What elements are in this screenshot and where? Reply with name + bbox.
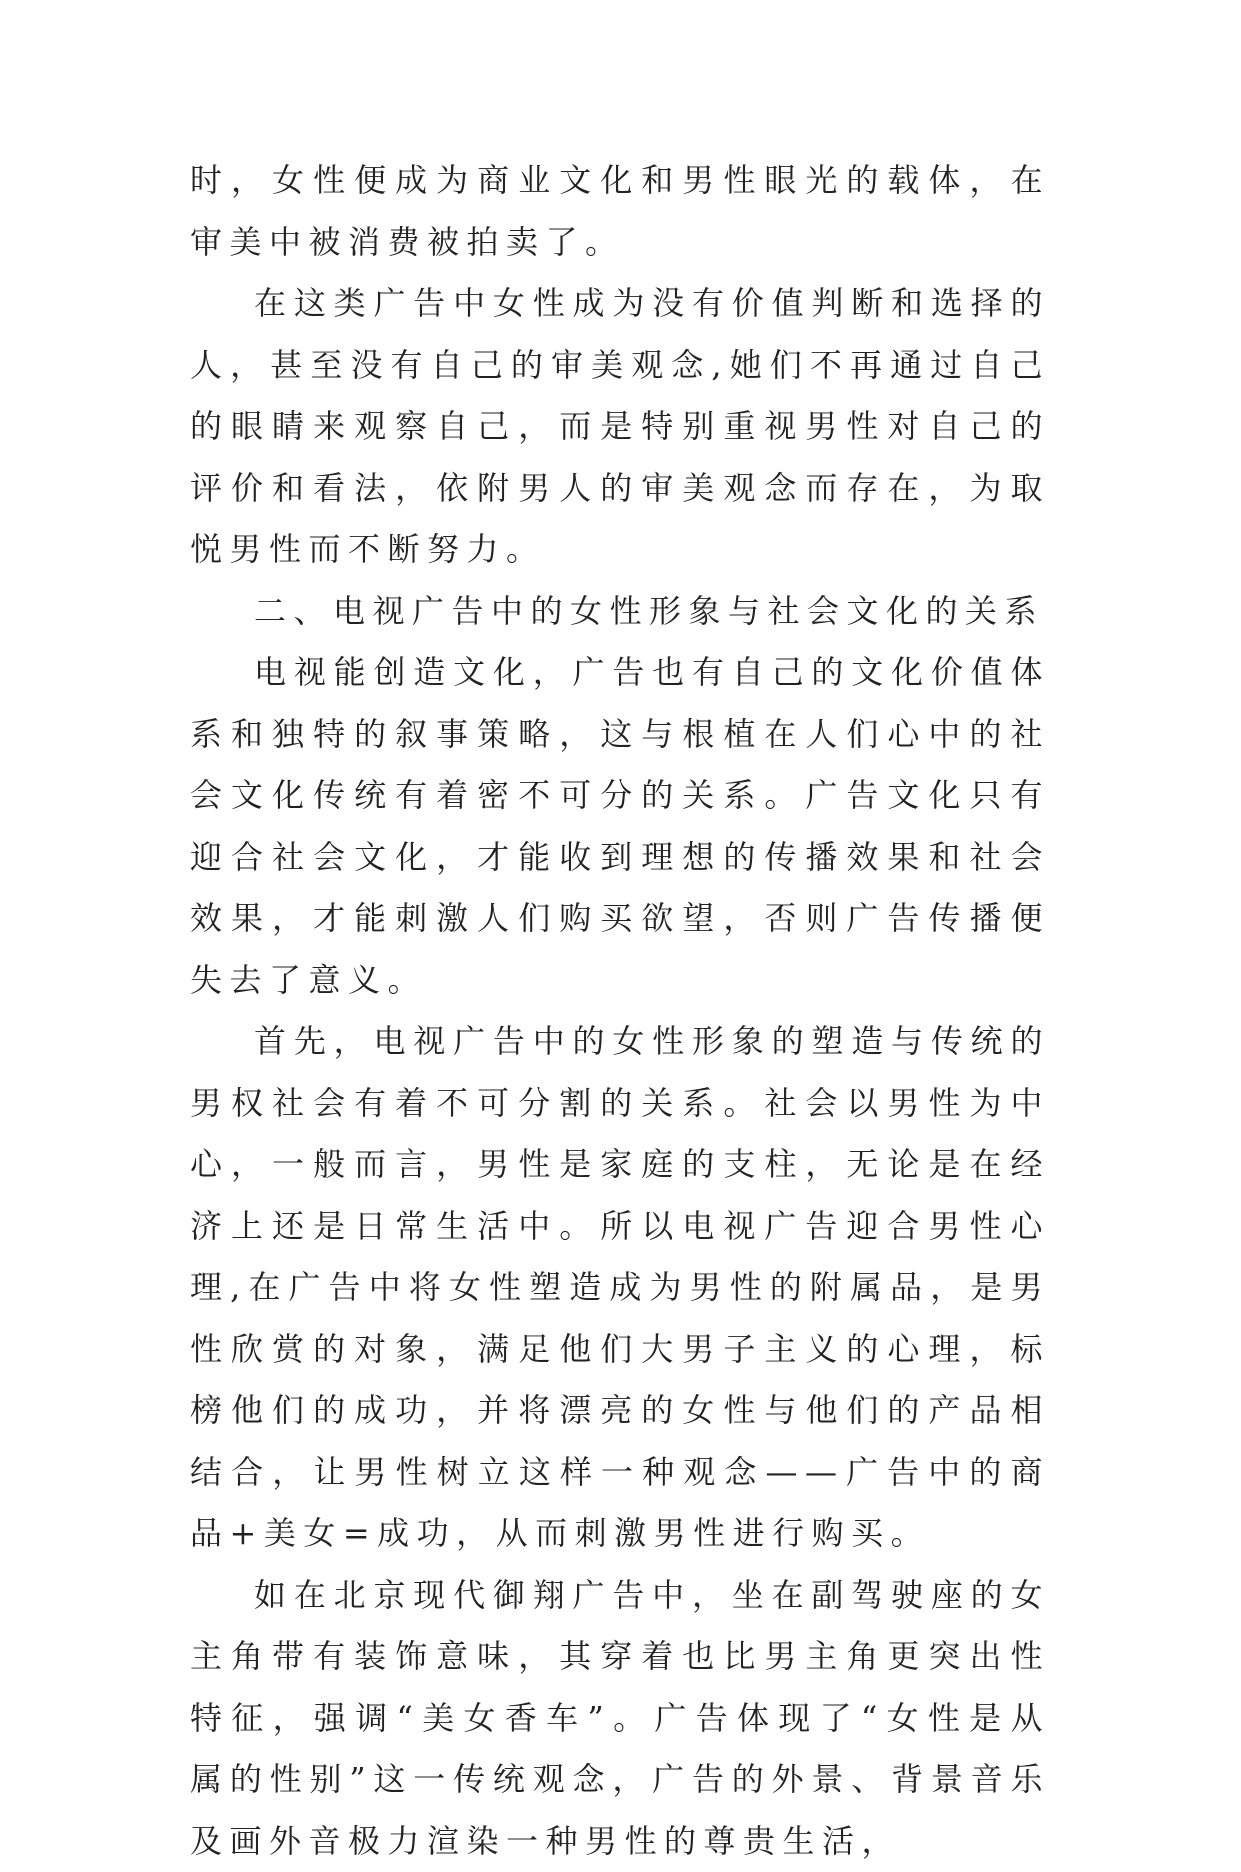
paragraph-2: 在这类广告中女性成为没有价值判断和选择的人，甚至没有自己的审美观念,她们不再通过自己的眼睛来观察自己，而是特别重视男性对自己的评价和看法，依附男人的审美观念而存在，为取悦男性而不断努力。 bbox=[190, 273, 1050, 581]
paragraph-3: 电视能创造文化，广告也有自己的文化价值体系和独特的叙事策略，这与根植在人们心中的社会文化传统有着密不可分的关系。广告文化只有迎合社会文化，才能收到理想的传播效果和社会效果，才能刺激人们购买欲望，否则广告传播便失去了意义。 bbox=[190, 642, 1050, 1011]
paragraph-5: 如在北京现代御翔广告中，坐在副驾驶座的女主角带有装饰意味，其穿着也比男主角更突出性特征，强调“美女香车”。广告体现了“女性是从属的性别”这一传统观念，广告的外景、背景音乐及画外音极力渲染一种男性的尊贵生活， bbox=[190, 1565, 1050, 1872]
paragraph-1: 时，女性便成为商业文化和男性眼光的载体，在审美中被消费被拍卖了。 bbox=[190, 150, 1050, 273]
section-heading: 二、电视广告中的女性形象与社会文化的关系 bbox=[190, 581, 1050, 643]
paragraph-4: 首先，电视广告中的女性形象的塑造与传统的男权社会有着不可分割的关系。社会以男性为中心，一般而言，男性是家庭的支柱，无论是在经济上还是日常生活中。所以电视广告迎合男性心理,在广告中将女性塑造成为男性的附属品，是男性欣赏的对象，满足他们大男子主义的心理，标榜他们的成功，并将漂亮的女性与他们的产品相结合，让男性树立这样一种观念——广告中的商品+美女=成功，从而刺激男性进行购买。 bbox=[190, 1011, 1050, 1565]
document-page bbox=[190, 150, 1050, 1872]
